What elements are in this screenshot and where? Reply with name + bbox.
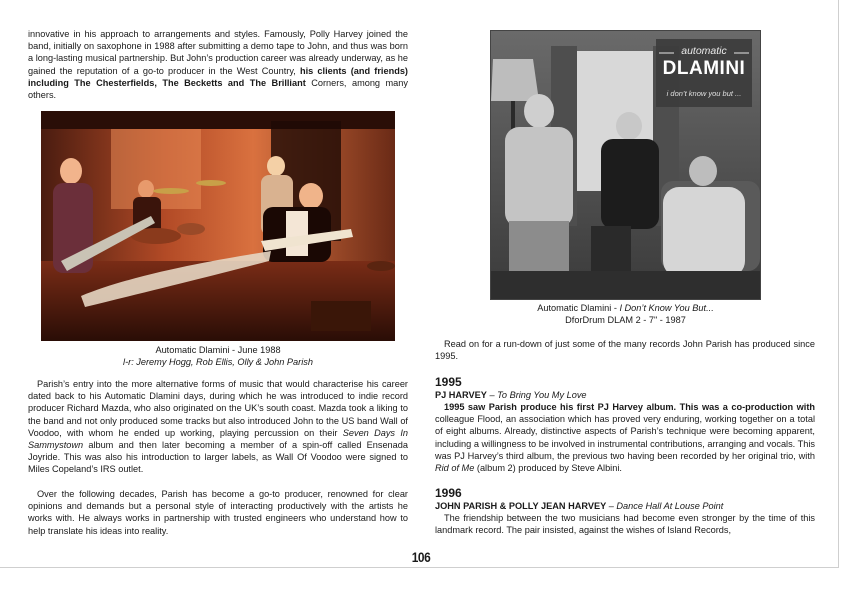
intro-text-end: Corners, among many others. [28, 77, 408, 101]
section-body-bold: 1995 saw Parish produce his first PJ Harvey album. This was a co-production with [444, 402, 815, 412]
decades-text: Over the following decades, Parish has become a go-to producer, renowned for clear opinions and demands but a personal style of interacting productively with the artists he works with. He always works in partnership with trusted engineers who understand how to help translate his ideas into reality. [28, 489, 408, 536]
intro-text: innovative in his approach to arrangements and styles. Famously, Polly Harvey joined the band, initially on saxophone in 1988 after submitting a demo tape to John, and thus was born a long-lasting musical partnership. But John’s production career was already underway, as he gained the reputation of a go-to producer in the West Country, [28, 29, 408, 76]
cover-caption-title: I Don’t Know You But... [619, 303, 714, 313]
rundown-intro-text: Read on for a run-down of just some of the many records John Parish has produced since 1995. [435, 339, 815, 362]
section-1995 [435, 375, 815, 474]
section-body-1: colleague Flood, an association which has proved very enduring, working together on a total of eight albums. Already, distinctive aspects of Parish’s technique were becoming apparent, including a willingness to be involved in instrumental contributions, arranging and vocals. This was PJ Harvey’s third album, the previous two having been recorded by her original trio, with [435, 414, 815, 461]
album-title: To Bring You My Love [497, 390, 587, 400]
section-1996 [435, 486, 815, 536]
logo-small-text: automatic [681, 45, 727, 57]
album-artist: JOHN PARISH & POLLY JEAN HARVEY [435, 501, 607, 511]
album-heading [435, 389, 815, 401]
intro-paragraph [28, 28, 408, 101]
section-body-album: Rid of Me [435, 463, 475, 474]
paragraph-irs [28, 378, 408, 476]
page-edge-right [838, 0, 839, 568]
intro-bold-text: his clients (and friends) including The Chesterfields, The Becketts and The Brilliant [28, 65, 408, 88]
album-cover-image [490, 30, 761, 300]
album-artist: PJ HARVEY [435, 390, 487, 400]
section-body: The friendship between the two musicians had become even stronger by the time of this landmark record. The pair insisted, against the wishes of Island Records, [435, 513, 815, 536]
irs-text-2: album and then later becoming a member of a spin-off called Ensenada Joyride. This was also his introduction to larger labels, as Wall Of Voodoo were signed to Miles Copeland’s IRS outlet. [28, 440, 408, 475]
irs-text-1: Parish’s entry into the more alternative forms of music that would characterise his career dated back to his Automatic Dlamini days, during which he was introduced to indie record producer Richard Mazda, who also originated on the UK’s south coast. Mazda took a liking to the band and not only produced some tracks but also introduced John to the US band Wall of Voodoo, with whom he ended up working, playing percussion on their [28, 379, 408, 438]
section-body-2: (album 2) produced by Steve Albini. [476, 463, 622, 474]
album-title: Dance Hall At Louse Point [616, 501, 724, 511]
cover-caption-prefix: Automatic Dlamini - [537, 303, 620, 313]
cover-caption-catalog: DforDrum DLAM 2 - 7" - 1987 [565, 315, 686, 325]
album-dash: – [606, 501, 617, 511]
logo-dlamini-text: DLAMINI [662, 58, 746, 79]
irs-album-title: Seven Days In Sammystown [28, 427, 408, 451]
album-heading [435, 500, 815, 512]
page-edge-bottom [0, 567, 839, 568]
caption-line-1: Automatic Dlamini - June 1988 [155, 345, 281, 355]
band-photo-caption [41, 344, 395, 368]
rundown-intro [435, 338, 815, 362]
band-live-photo [41, 111, 395, 341]
section-year: 1995 [435, 375, 462, 389]
album-dash: – [486, 390, 498, 400]
logo-tagline: i don’t know you but ... [666, 89, 742, 98]
page-number: 106 [411, 549, 431, 565]
paragraph-decades [28, 488, 408, 537]
section-year: 1996 [435, 486, 462, 500]
caption-line-2: l-r: Jeremy Hogg, Rob Ellis, Olly & John Parish [123, 357, 313, 367]
cover-caption [490, 302, 761, 326]
